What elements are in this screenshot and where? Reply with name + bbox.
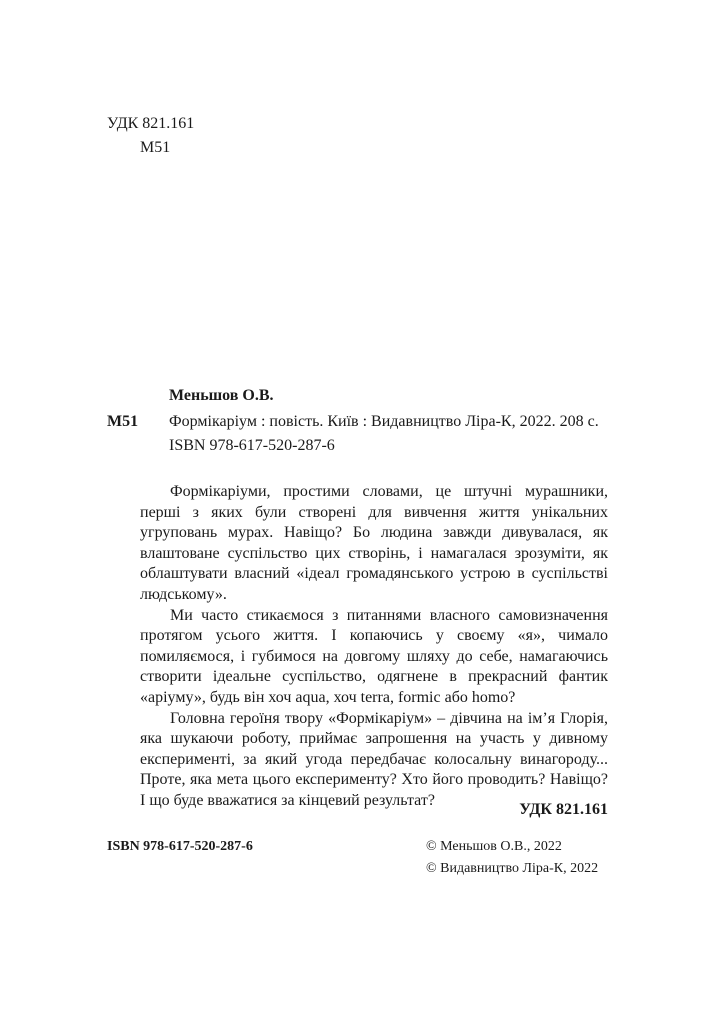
udk-footer: УДК 821.161: [519, 801, 608, 818]
copyright-publisher: © Видавництво Ліра-К, 2022: [426, 861, 599, 876]
author-sign-code: М51: [140, 139, 171, 156]
annotation-paragraph: Головна героїня твору «Формікаріум» – дівчина на ім’я Глорія, яка шукаючи роботу, приймає запрошення на участь у дивному експерименті, за який угода передбачає колосальну винагороду... Проте, яка мета цього експерименту? Хто його проводить? Навіщо? І що буде вважатися за кінцевий результат?: [140, 709, 608, 809]
bibliographic-isbn: ISBN 978-617-520-287-6: [169, 437, 335, 454]
udk-classification: УДК 821.161: [107, 115, 195, 132]
annotation-paragraph: Формікаріуми, простими словами, це штучні мурашники, перші з яких були створені для вивчення життя унікальних угруповань мурах. Навіщо? Бо людина завжди дивувалася, як влаштоване суспільство цих створінь, і намагалася зрозуміти, як облаштувати власний «ідеал громадянського устрою в суспільстві людському».: [140, 483, 608, 603]
annotation-paragraph: Ми часто стикаємося з питаннями власного самовизначення протягом усього життя. І копаючись у своєму «я», чимало помиляємося, і губимося на довгому шляху до себе, намагаючись створити ідеальне суспільство, одягнене в прекрасний фантик «аріуму», будь він хоч aqua, хоч terra, formic або homo?: [140, 606, 608, 706]
author-name: Меньшов О.В.: [169, 387, 274, 404]
annotation: [140, 482, 608, 812]
bibliographic-description: Формікаріум : повість. Київ : Видавництво Ліра-К, 2022. 208 с.: [169, 413, 599, 430]
copyright-author: © Меньшов О.В., 2022: [426, 839, 562, 854]
isbn-footer: ISBN 978-617-520-287-6: [107, 839, 253, 854]
bibliographic-code: М51: [107, 413, 139, 430]
